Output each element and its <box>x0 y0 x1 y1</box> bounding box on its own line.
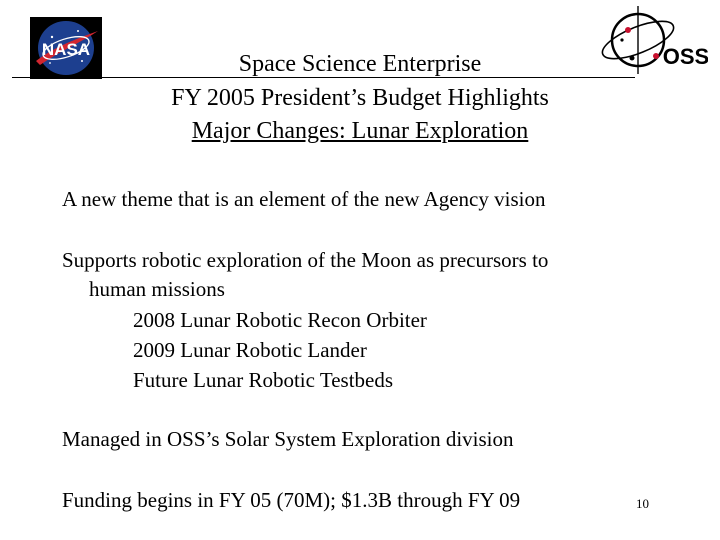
nasa-logo-text: NASA <box>41 40 91 59</box>
bullet-new-theme: A new theme that is an element of the new Agency vision <box>62 187 546 211</box>
title-line-1: Space Science Enterprise <box>238 51 482 77</box>
sub-item-lander: 2009 Lunar Robotic Lander <box>133 338 367 362</box>
bullet-robotic-exploration-cont: human missions <box>89 277 225 301</box>
title-line-3-text: Major Changes: Lunar Exploration <box>191 118 529 144</box>
title-line-2: FY 2005 President’s Budget Highlights <box>171 85 549 111</box>
bullet-funding: Funding begins in FY 05 (70M); $1.3B through FY 09 <box>62 488 521 512</box>
title-line-3 <box>0 117 720 145</box>
oss-logo-text: OSS <box>662 44 708 69</box>
sub-item-recon-orbiter: 2008 Lunar Robotic Recon Orbiter <box>133 308 427 332</box>
sub-item-testbeds: Future Lunar Robotic Testbeds <box>133 368 394 392</box>
bullet-robotic-exploration: Supports robotic exploration of the Moon as precursors to <box>62 248 549 272</box>
page-number: 10 <box>636 496 649 511</box>
bullet-managed-in-oss: Managed in OSS’s Solar System Exploration division <box>62 427 514 451</box>
